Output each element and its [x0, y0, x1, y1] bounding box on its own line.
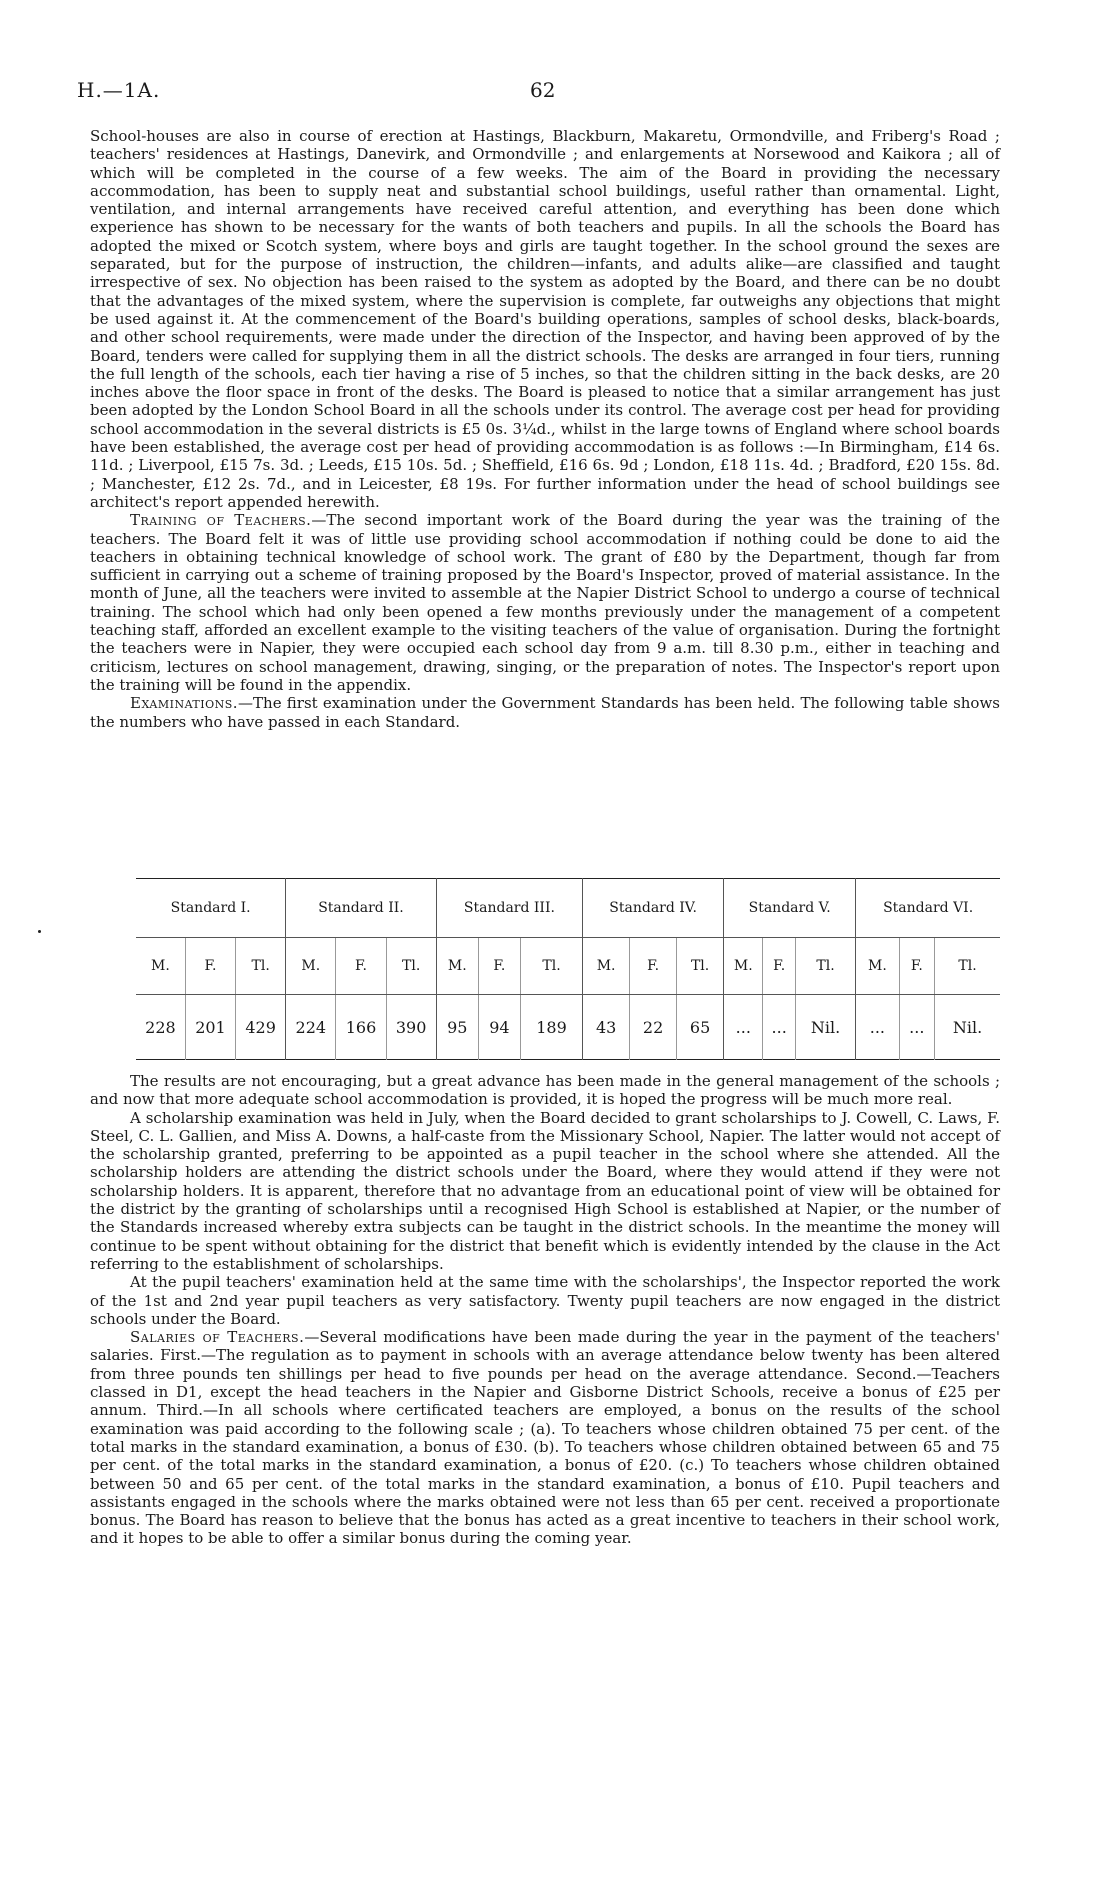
table-cell: 390 — [386, 995, 436, 1060]
body-text-lower — [90, 1072, 1000, 1548]
column-header: M. — [583, 938, 630, 995]
table-cell: Nil. — [795, 995, 855, 1060]
paragraph-training-of-teachers: Training of Teachers.—The second important work of the Board during the year was the training of the teachers. The Board felt it was of little use providing school accommodation if nothing could be done to aid the teachers in obtaining technical knowledge of school work. The grant of £80 by the Department, though far from sufficient in carrying out a scheme of training proposed by the Board's Inspector, proved of material assistance. In the month of June, all the teachers were invited to assemble at the Napier District School to undergo a course of technical training. The school which had only been opened a few months previously under the management of a competent teaching staff, afforded an excellent example to the visiting teachers of the value of organisation. During the fortnight the teachers were in Napier, they were occupied each school day from 9 a.m. till 8.30 p.m., either in teaching and criticism, lectures on school management, drawing, singing, or the preparation of notes. The Inspector's report upon the training will be found in the appendix. — [90, 511, 1000, 694]
document-reference: H.—1A. — [77, 78, 161, 102]
column-header: F. — [630, 938, 677, 995]
table-subheader-row — [136, 938, 1000, 995]
table-cell: ... — [856, 995, 899, 1060]
table-cell: 228 — [136, 995, 185, 1060]
table-cell: 429 — [236, 995, 286, 1060]
section-heading: Salaries of Teachers. — [130, 1328, 305, 1347]
standard-header: Standard I. — [136, 879, 286, 938]
table-cell: Nil. — [952, 1017, 983, 1037]
column-header: F. — [185, 938, 235, 995]
column-header: Tl. — [236, 938, 286, 995]
table-cell: 166 — [336, 995, 386, 1060]
section-heading: Examinations. — [130, 694, 239, 713]
standard-header: Standard IV. — [583, 879, 724, 938]
paragraph-salaries-of-teachers: Salaries of Teachers.—Several modifications have been made during the year in the payment of the teachers' salaries. First.—The regulation as to payment in schools with an average attendance below twenty has been altered from three pounds ten shillings per head to five pounds per head on the average attendance. Second.—Teachers classed in D1, except the head teachers in the Napier and Gisborne District Schools, receive a bonus of £25 per annum. Third.—In all schools where certificated teachers are employed, a bonus on the results of the school examination was paid according to the following scale ; (a). To teachers whose children obtained 75 per cent. of the total marks in the standard examination, a bonus of £30. (b). To teachers whose children obtained between 65 and 75 per cent. of the total marks in the standard examination, a bonus of £20. (c.) To teachers whose children obtained between 50 and 65 per cent. of the total marks in the standard examination, a bonus of £10. Pupil teachers and assistants engaged in the schools where the marks obtained were not less than 65 per cent. received a proportionate bonus. The Board has reason to believe that the bonus has acted as a great incentive to teachers in their school work, and it hopes to be able to offer a similar bonus during the coming year. — [90, 1328, 1000, 1548]
column-header: F. — [899, 938, 935, 995]
table-header-row — [136, 879, 1000, 938]
column-header: F. — [478, 938, 520, 995]
paragraph-examinations: Examinations.—The first examination under the Government Standards has been held. The following table shows the numbers who have passed in each Standard. — [90, 694, 1000, 731]
section-heading: Training of Teachers. — [130, 511, 312, 530]
table-cell: ... — [899, 995, 935, 1060]
column-header: F. — [336, 938, 386, 995]
column-header: Tl. — [677, 938, 724, 995]
table-cell: 65 — [677, 995, 724, 1060]
paragraph-results: The results are not encouraging, but a great advance has been made in the general management of the schools ; and now that more adequate school accommodation is provided, it is hoped the progress will be much more real. — [90, 1072, 1000, 1109]
column-header: Tl. — [795, 938, 855, 995]
standard-header: Standard II. — [286, 879, 437, 938]
table-cell: 95 — [436, 995, 478, 1060]
table-values-row — [136, 995, 1000, 1060]
column-header: M. — [286, 938, 336, 995]
standard-header: Standard VI. — [856, 879, 1000, 938]
table-cell: 43 — [583, 995, 630, 1060]
paragraph-school-houses: School-houses are also in course of erection at Hastings, Blackburn, Makaretu, Ormondville, and Friberg's Road ; teachers' residences at Hastings, Danevirk, and Ormondville ; and enlargements at Norsewood and Kaikora ; all of which will be completed in the course of a few weeks. The aim of the Board in providing the necessary accommodation, has been to supply neat and substantial school buildings, useful rather than ornamental. Light, ventilation, and internal arrangements have received careful attention, and everything has been done which experience has shown to be necessary for the wants of both teachers and pupils. In all the schools the Board has adopted the mixed or Scotch system, where boys and girls are taught together. In the school ground the sexes are separated, but for the purpose of instruction, the children—infants, and adults alike—are classified and taught irrespective of sex. No objection has been raised to the system as adopted by the Board, and there can be no doubt that the advantages of the mixed system, where the supervision is complete, far outweighs any objections that might be used against it. At the commencement of the Board's building operations, samples of school desks, black-boards, and other school requirements, were made under the direction of the Inspector, and having been approved of by the Board, tenders were called for supplying them in all the district schools. The desks are arranged in four tiers, running the full length of the schools, each tier having a rise of 5 inches, so that the children sitting in the back desks, are 20 inches above the floor space in front of the desks. The Board is pleased to notice that a similar arrangement has just been adopted by the London School Board in all the schools under its control. The average cost per head for providing school accommodation in the several districts is £5 0s. 3¼d., whilst in the large towns of England where school boards have been established, the average cost per head of providing accommodation is as follows :—In Birmingham, £14 6s. 11d. ; Liverpool, £15 7s. 3d. ; Leeds, £15 10s. 5d. ; Sheffield, £16 6s. 9d ; London, £18 11s. 4d. ; Bradford, £20 15s. 8d. ; Manchester, £12 2s. 7d., and in Leicester, £8 19s. For further information under the head of school buildings see architect's report appended herewith. — [90, 127, 1000, 511]
table-cell: 201 — [185, 995, 235, 1060]
body-text-upper — [90, 127, 1000, 731]
paragraph-pupil-teachers: At the pupil teachers' examination held at the same time with the scholarships', the Inspector reported the work of the 1st and 2nd year pupil teachers as very satisfactory. Twenty pupil teachers are now engaged in the district schools under the Board. — [90, 1273, 1000, 1328]
paragraph-scholarships: A scholarship examination was held in July, when the Board decided to grant scholarships to J. Cowell, C. Laws, F. Steel, C. L. Gallien, and Miss A. Downs, a half-caste from the Missionary School, Napier. The latter would not accept of the scholarship granted, preferring to be appointed as a pupil teacher in the school where she attended. All the scholarship holders are attending the district schools under the Board, where they would attend if they were not scholarship holders. It is apparent, therefore that no advantage from an educational point of view will be obtained for the district by the granting of scholarships until a recognised High School is established at Napier, or the number of the Standards increased whereby extra subjects can be taught in the district schools. In the meantime the money will continue to be spent without obtaining for the district that benefit which is evidently intended by the clause in the Act referring to the establishment of scholarships. — [90, 1108, 1000, 1273]
column-header: M. — [724, 938, 763, 995]
table-cell: 189 — [520, 995, 582, 1060]
margin-mark — [38, 930, 41, 933]
column-header: Tl. — [386, 938, 436, 995]
column-header: M. — [436, 938, 478, 995]
page-number: 62 — [530, 78, 556, 102]
table-cell: ... — [763, 995, 795, 1060]
standards-results-table — [136, 878, 1000, 1060]
standard-header: Standard III. — [436, 879, 582, 938]
table-cell: ... — [724, 995, 763, 1060]
column-header: Tl. — [935, 938, 1000, 995]
column-header: M. — [856, 938, 899, 995]
column-header: Tl. — [520, 938, 582, 995]
table-cell: 224 — [286, 995, 336, 1060]
column-header: M. — [136, 938, 185, 995]
table-cell: 22 — [630, 995, 677, 1060]
standard-header: Standard V. — [724, 879, 856, 938]
table-cell: 94 — [478, 995, 520, 1060]
column-header: F. — [763, 938, 795, 995]
